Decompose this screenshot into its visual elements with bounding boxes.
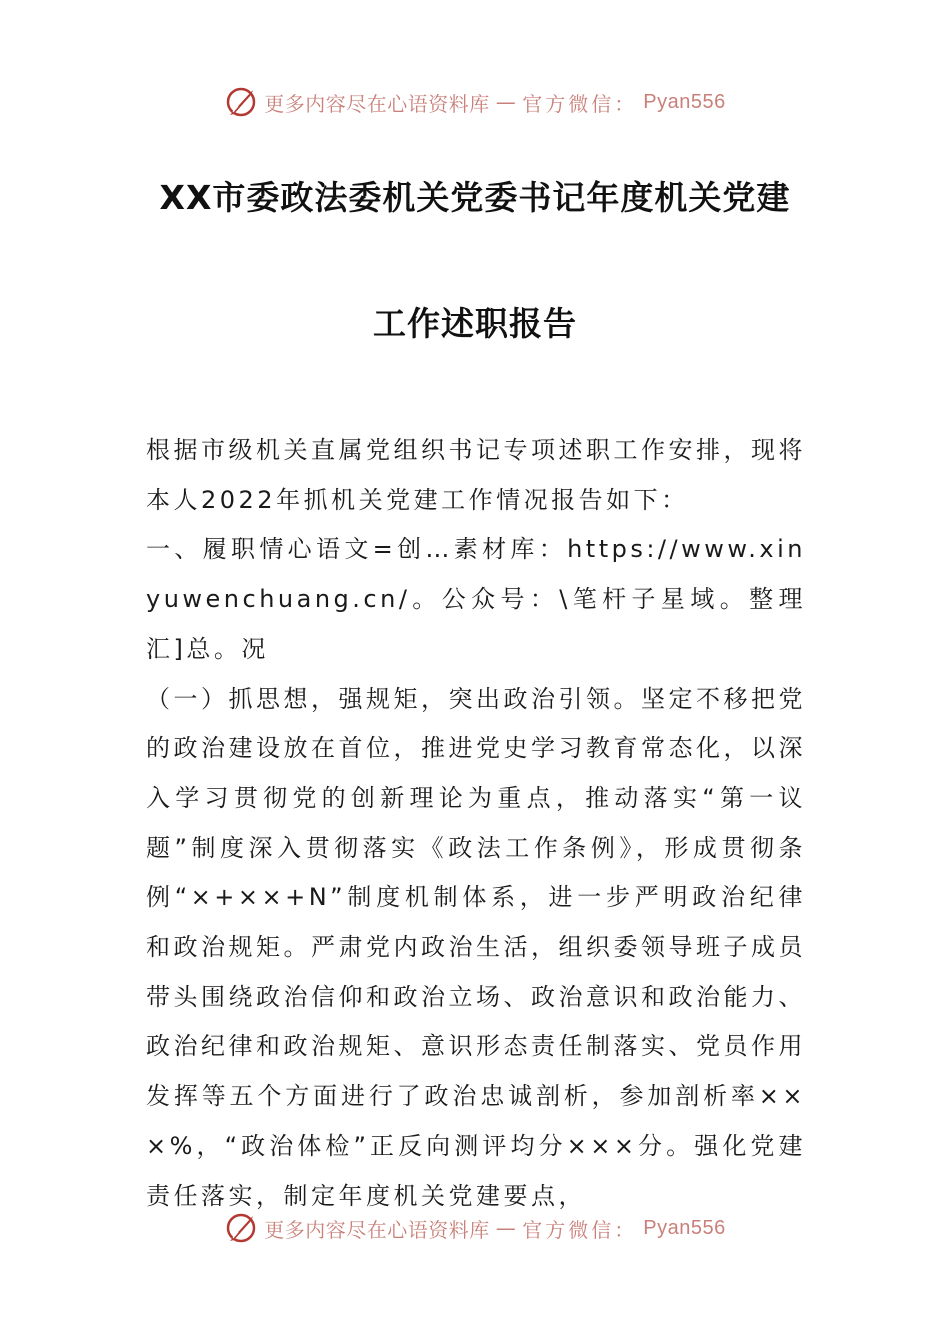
document-title-line-1: XX市委政法委机关党委书记年度机关党建 — [159, 178, 791, 217]
quill-pen-circle-icon — [224, 85, 258, 119]
paragraph-section-one-heading: 一、履职情心语文=创…素材库：https://www.xinyuwenchuang.cn/。公众号：\笔杆子星域。整理汇]总。况 — [146, 535, 806, 663]
watermark-official-label: 官方微信： — [522, 91, 638, 116]
watermark-wechat-id: Pyan556 — [643, 1216, 726, 1239]
document-title-line-2: 工作述职报告 — [373, 304, 577, 343]
paragraph-intro: 根据市级机关直属党组织书记专项述职工作安排，现将本人2022年抓机关党建工作情况报告如下： — [146, 436, 806, 514]
watermark-official-label: 官方微信： — [522, 1217, 638, 1242]
watermark-separator: — — [495, 90, 517, 114]
document-body — [146, 426, 806, 1221]
footer-watermark — [0, 1206, 950, 1250]
header-watermark — [0, 80, 950, 124]
watermark-text: 更多内容尽在心语资料库 — [264, 1217, 490, 1242]
watermark-text: 更多内容尽在心语资料库 — [264, 91, 490, 116]
paragraph-section-one-body: （一）抓思想，强规矩，突出政治引领。坚定不移把党的政治建设放在首位，推进党史学习教育常态化，以深入学习贯彻党的创新理论为重点，推动落实“第一议题”制度深入贯彻落实《政法工作条例》，形成贯彻条例“×+××+N”制度机制体系，进一步严明政治纪律和政治规矩。严肃党内政治生活，组织委领导班子成员带头围绕政治信仰和政治立场、政治意识和政治能力、政治纪律和政治规矩、意识形态责任制落实、党员作用发挥等五个方面进行了政治忠诚剖析，参加剖析率×××%，“政治体检”正反向测评均分×××分。强化党建责任落实，制定年度机关党建要点， — [146, 684, 806, 1210]
watermark-separator: — — [495, 1216, 517, 1240]
watermark-wechat-id: Pyan556 — [643, 90, 726, 113]
quill-pen-circle-icon — [224, 1211, 258, 1245]
